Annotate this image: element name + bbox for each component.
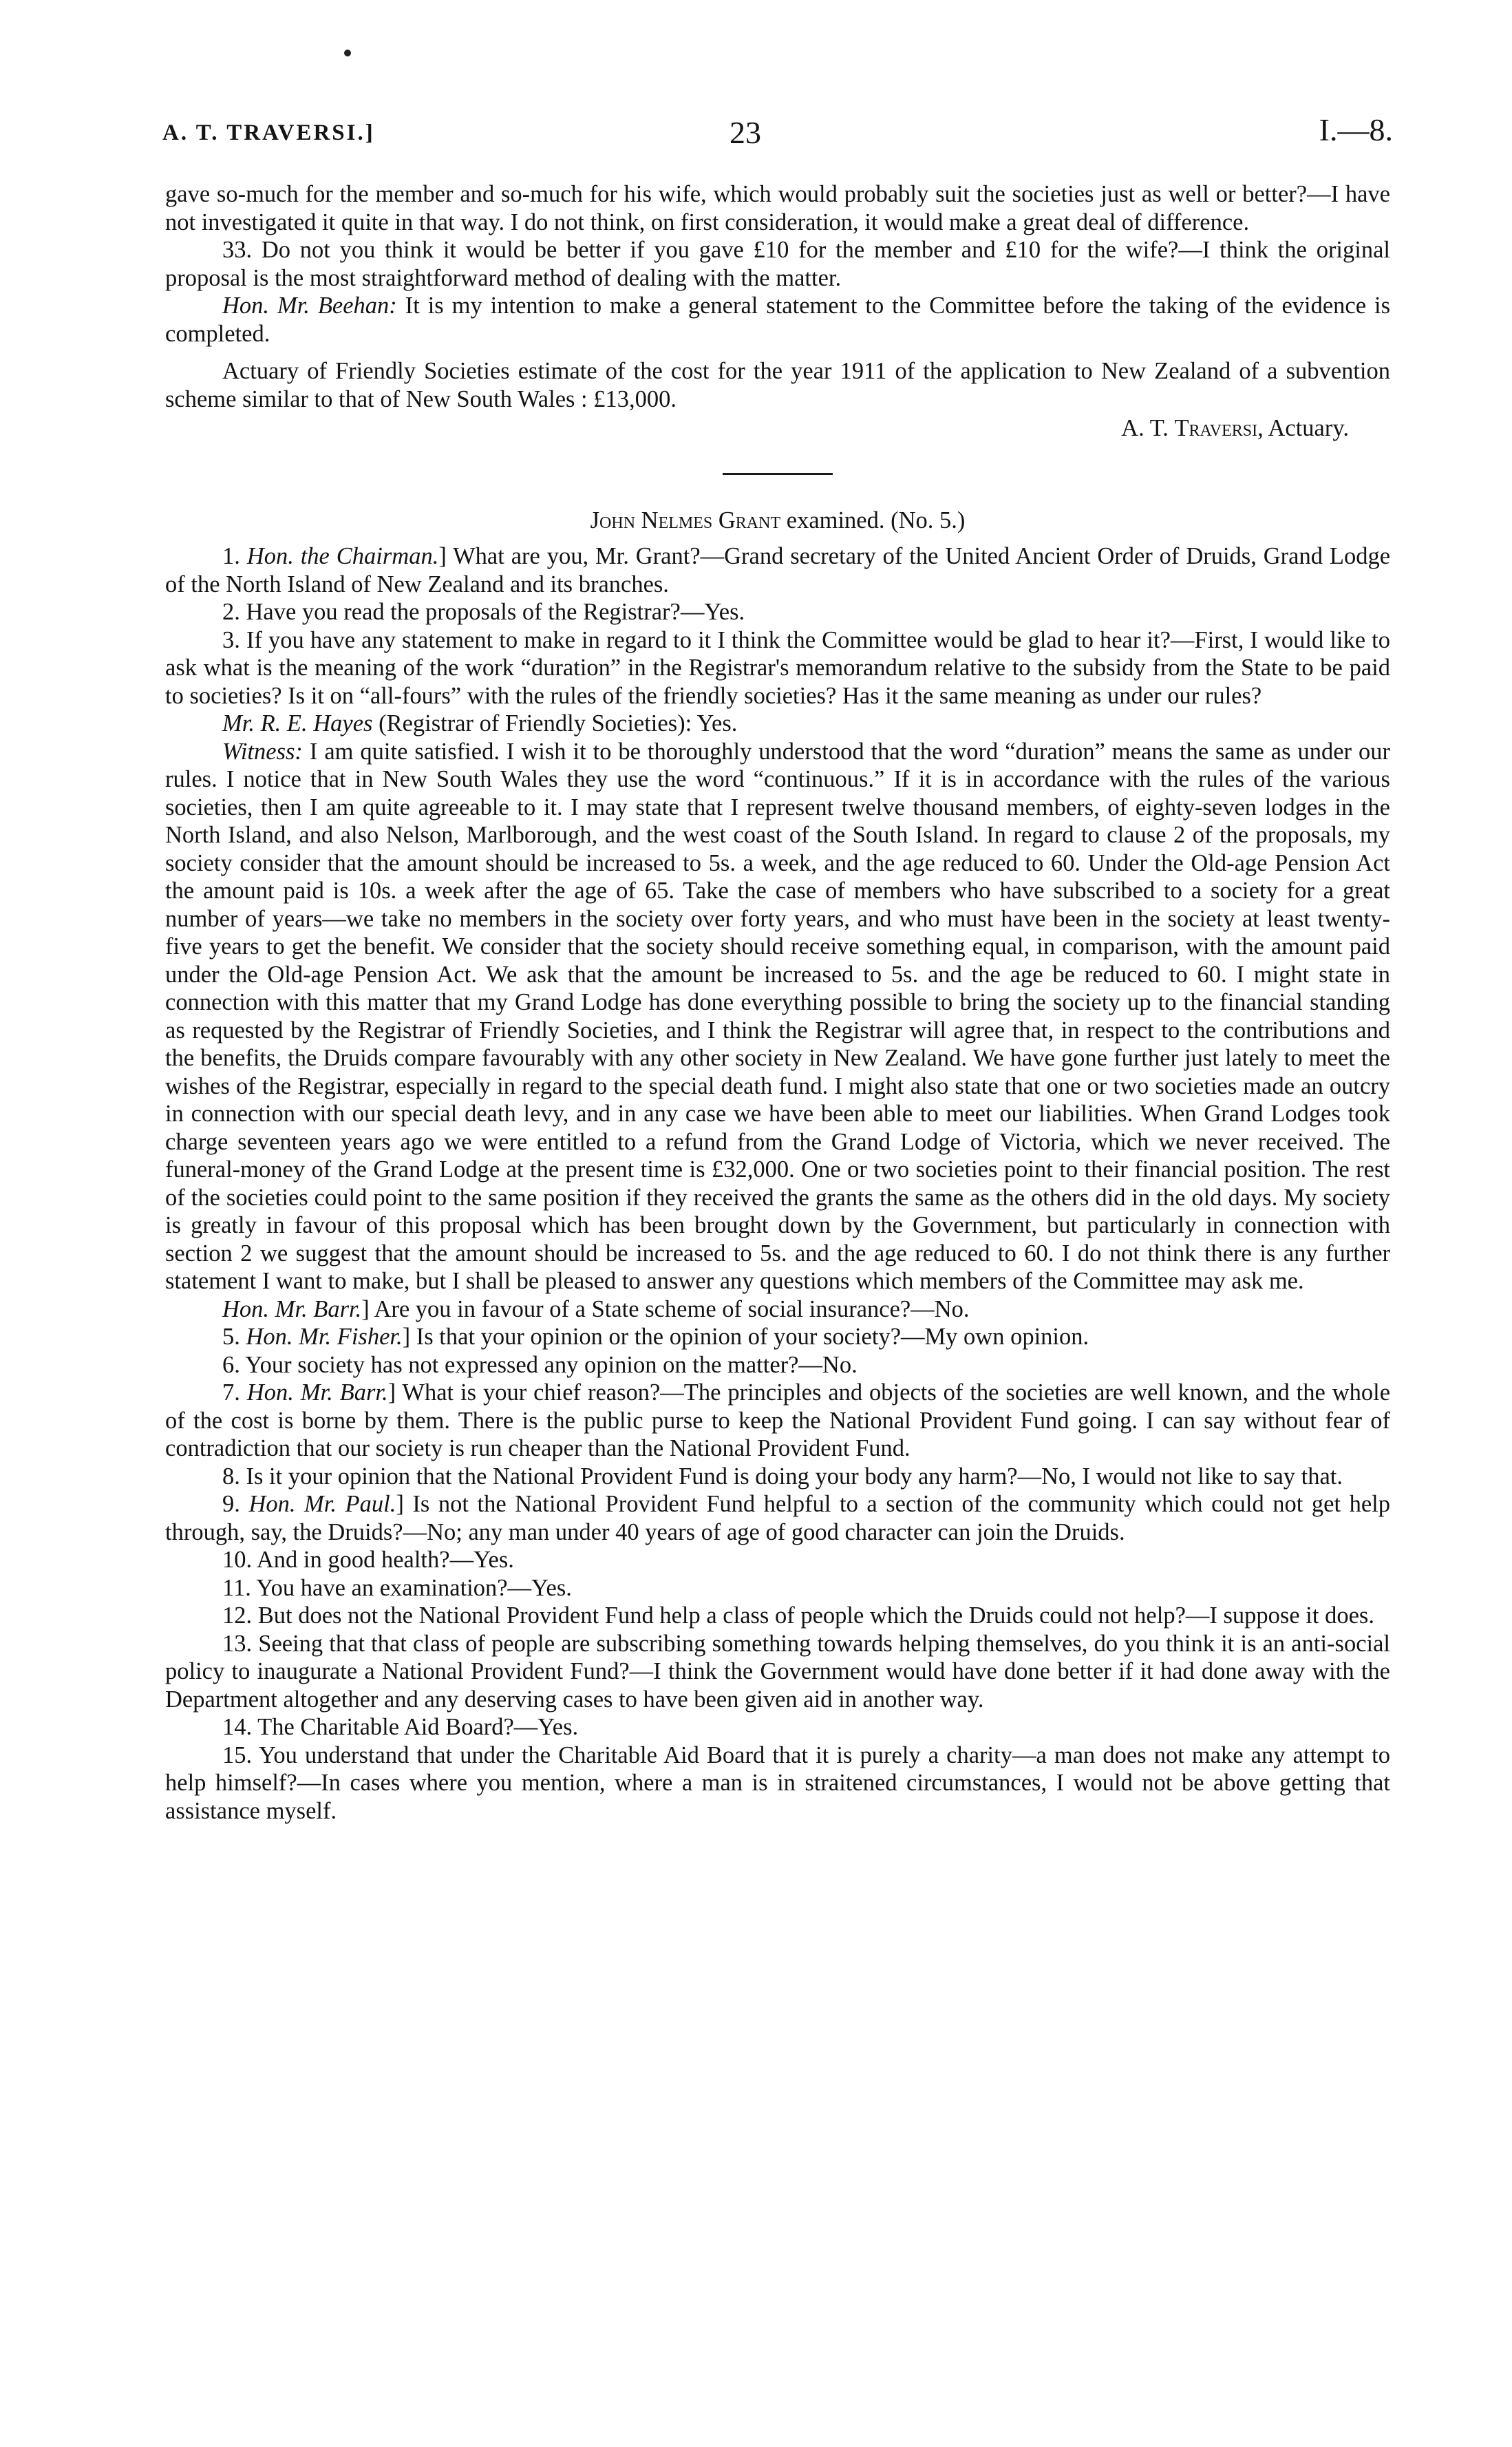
question-5 bbox=[165, 1323, 1390, 1351]
paragraph: gave so-much for the member and so-much for his wife, which would probably suit the societies just as well or better?—I have not investigated it quite in that way. I do not think, on first consideration, it would make a great deal of difference. bbox=[165, 181, 1390, 235]
speaker-name: Hon. Mr. Barr. bbox=[246, 1379, 388, 1406]
question-text: ] What is your chief reason?—The principles and objects of the societies are well known, and the whole of the cost is borne by them. There is the public purse to keep the National Provident Fund going. I can say without fear of contradiction that our society is run cheaper than the National Provident Fund. bbox=[165, 1379, 1391, 1461]
document-body bbox=[165, 180, 1390, 1825]
running-header-author: A. T. TRAVERSI.] bbox=[162, 120, 375, 145]
speaker-name: Hon. Mr. Fisher. bbox=[246, 1324, 403, 1350]
question-number: 5. bbox=[222, 1324, 246, 1350]
speaker-name: Hon. Mr. Beehan: bbox=[222, 293, 397, 319]
speaker-name: Witness: bbox=[222, 738, 303, 765]
statement-text: I am quite satisfied. I wish it to be thoroughly understood that the word “duration” means the same as under our rules. I notice that in New South Wales they use the word “continuous.” If it is in accordance with the rules of the various societies, then I am quite agreeable to it. I may state that I represent twelve thousand members, of eighty-seven lodges in the North Island, and also Nelson, Marlborough, and the west coast of the South Island. In regard to clause 2 of the proposals, my society consider that the amount should be increased to 5s. a week, and the age reduced to 60. Under the Old-age Pension Act the amount paid is 10s. a week after the age of 65. Take the case of members who have subscribed to a society for a great number of years—we take no members in the society over forty years, and who must have been in the society at least twenty-five years to get the benefit. We consider that the society should receive something equal, in comparison, with the amount paid under the Old-age Pension Act. We ask that the amount be increased to 5s. and the age be reduced to 60. I might state in connection with this matter that my Grand Lodge has done everything possible to bring the society up to the financial standing as requested by the Registrar of Friendly Societies, and I think the Registrar will agree that, in respect to the contributions and the benefits, the Druids compare favourably with any other society in New Zealand. We have gone further just lately to meet the wishes of the Registrar, especially in regard to the special death fund. I might also state that one or two societies made an outcry in connection with our special death levy, and in any case we have been able to meet our liabilities. When Grand Lodges took charge seventeen years ago we were entitled to a refund from the Grand Lodge of Victoria, which we never received. The funeral-money of the Grand Lodge at the present time is £32,000. One or two societies point to their financial position. The rest of the societies could point to the same position if they received the grants the same as the others did in the old days. My society is greatly in favour of this proposal which has been brought down by the Government, but particularly in connection with section 2 we suggest that the amount should be increased to 5s. and the age reduced to 60. I do not think there is any further statement I want to make, but I shall be pleased to answer any questions which members of the Committee may ask me. bbox=[165, 738, 1390, 1294]
question-text: ] Is that your opinion or the opinion of your society?—My own opinion. bbox=[402, 1324, 1089, 1350]
question-2: 2. Have you read the proposals of the Registrar?—Yes. bbox=[222, 599, 745, 625]
question-3: 3. If you have any statement to make in regard to it I think the Committee would be glad to hear it?—First, I would like to ask what is the meaning of the work “duration” in the Registrar's memorandum relative to the subsidy from the State to be paid to societies? Is it on “all-fours” with the rules of the friendly societies? Has it the same meaning as under our rules? bbox=[165, 626, 1390, 709]
question-4 bbox=[165, 1295, 1390, 1324]
registrar-reply bbox=[165, 710, 1390, 738]
witness-heading bbox=[165, 507, 1390, 535]
question-8: 8. Is it your opinion that the National Provident Fund is doing your body any harm?—No, I would not like to say that. bbox=[222, 1463, 1343, 1490]
statement-text: It is my intention to make a general statement to the Committee before the taking of the evidence is completed. bbox=[165, 293, 1390, 347]
print-mark bbox=[344, 50, 351, 56]
question-12: 12. But does not the National Provident Fund help a class of people which the Druids could not help?—I suppose it does. bbox=[222, 1602, 1374, 1629]
question-13: 13. Seeing that that class of people are subscribing something towards helping themselves, do you think it is an anti-social policy to inaugurate a National Provident Fund?—I think the Government would have done better if it had done away with the Department altogether and any deserving cases to have been given aid in another way. bbox=[165, 1630, 1390, 1713]
signature-name: Traversi bbox=[1174, 415, 1258, 441]
speaker-name: Mr. R. E. Hayes bbox=[222, 710, 373, 737]
question-text: ] Are you in favour of a State scheme of social insurance?—No. bbox=[361, 1295, 970, 1322]
signature-title: , Actuary. bbox=[1257, 415, 1349, 441]
signature-initials: A. T. bbox=[1121, 415, 1175, 441]
speaker-name: Hon. Mr. Barr. bbox=[222, 1295, 362, 1322]
question-33: 33. Do not you think it would be better if you gave £10 for the member and £10 for the wife?—I think the original proposal is the most straightforward method of dealing with the matter. bbox=[165, 237, 1390, 291]
reply-text: (Registrar of Friendly Societies): Yes. bbox=[372, 710, 738, 737]
question-6: 6. Your society has not expressed any opinion on the matter?—No. bbox=[222, 1351, 858, 1378]
question-11: 11. You have an examination?—Yes. bbox=[222, 1574, 572, 1601]
question-text: ] Is not the National Provident Fund helpful to a section of the community which could not get help through, say, the Druids?—No; any man under 40 years of age of good character can join the Druids. bbox=[165, 1491, 1391, 1545]
question-text: ] What are you, Mr. Grant?—Grand secretary of the United Ancient Order of Druids, Grand Lodge of the North Island of New Zealand and its branches. bbox=[165, 543, 1391, 597]
actuary-estimate: Actuary of Friendly Societies estimate of the cost for the year 1911 of the application to New Zealand of a subvention scheme similar to that of New South Wales : £13,000. bbox=[165, 358, 1390, 412]
section-divider bbox=[723, 473, 833, 475]
question-7 bbox=[165, 1379, 1390, 1463]
question-15: 15. You understand that under the Charitable Aid Board that it is purely a charity—a man does not make any attempt to help himself?—In cases where you mention, where a man is in straitened circumstances, I would not be above getting that assistance myself. bbox=[165, 1741, 1390, 1824]
question-number: 9. bbox=[222, 1491, 249, 1517]
signature-line bbox=[165, 414, 1390, 443]
witness-statement bbox=[165, 738, 1390, 1295]
witness-name: John Nelmes Grant bbox=[590, 507, 781, 533]
question-1 bbox=[165, 542, 1390, 598]
witness-heading-text: examined. (No. 5.) bbox=[780, 507, 966, 533]
question-10: 10. And in good health?—Yes. bbox=[222, 1547, 514, 1573]
speaker-name: Hon. the Chairman. bbox=[246, 543, 439, 569]
question-9 bbox=[165, 1490, 1390, 1546]
page-number: 23 bbox=[730, 115, 761, 150]
speaker-name: Hon. Mr. Paul. bbox=[248, 1491, 396, 1517]
question-number: 7. bbox=[222, 1379, 247, 1406]
question-14: 14. The Charitable Aid Board?—Yes. bbox=[222, 1714, 579, 1740]
question-number: 1. bbox=[222, 543, 247, 569]
document-reference: I.—8. bbox=[1319, 112, 1393, 147]
statement-beehan bbox=[165, 292, 1390, 348]
